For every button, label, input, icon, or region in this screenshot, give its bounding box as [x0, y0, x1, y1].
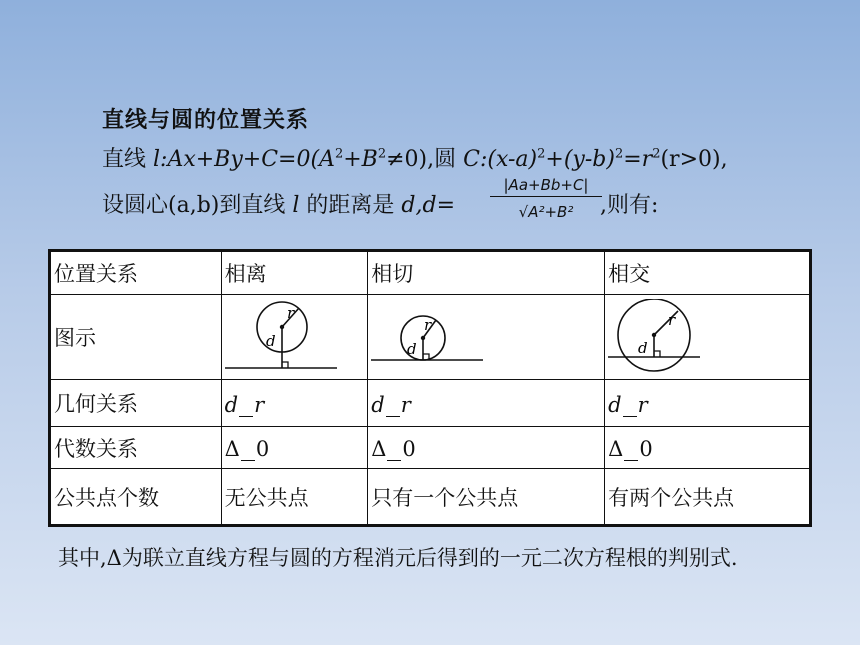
answer-blank[interactable] — [386, 390, 400, 417]
fraction-numerator: |Aa+Bb+C| — [490, 176, 602, 197]
figure-tangent-cell — [368, 295, 605, 380]
section-heading: 直线与圆的位置关系 — [102, 108, 310, 133]
row-label-algebra: 代数关系 — [50, 426, 222, 468]
footnote: 其中,Δ为联立直线方程与圆的方程消元后得到的一元二次方程根的判别式. — [58, 546, 738, 570]
geometry-separate: d r — [221, 380, 368, 427]
figure-separate — [225, 300, 337, 374]
row-label-figure: 图示 — [50, 295, 222, 380]
table-row — [50, 251, 811, 295]
table-row — [50, 380, 811, 427]
geometry-tangent: d r — [368, 380, 605, 427]
header-tangent: 相切 — [368, 251, 605, 295]
distance-fraction — [490, 176, 602, 221]
table-row — [50, 426, 811, 468]
table-row — [50, 469, 811, 526]
label-r: r — [424, 316, 432, 335]
label-r: r — [668, 311, 676, 330]
fraction-denominator: √A²+B² — [518, 203, 574, 221]
algebra-intersect: Δ 0 — [605, 426, 811, 468]
header-intersect: 相交 — [605, 251, 811, 295]
distance-suffix: ,则有: — [600, 193, 659, 218]
figure-tangent — [371, 310, 483, 364]
relation-table — [48, 249, 812, 527]
line-circle-equations: 直线 $l:Ax+By+C=0(A^2+B^2\ne 0)$,圆 $C:(x-a)^2+(y-b)^2=r^2(r>0)$, — [102, 146, 728, 172]
figure-intersect-cell — [605, 295, 811, 380]
answer-blank[interactable] — [624, 434, 638, 461]
header-position: 位置关系 — [50, 251, 222, 295]
answer-blank[interactable] — [387, 434, 401, 461]
answer-blank[interactable] — [241, 434, 255, 461]
geometry-intersect: d r — [605, 380, 811, 427]
row-label-common-points: 公共点个数 — [50, 469, 222, 526]
header-separate: 相离 — [221, 251, 368, 295]
points-intersect: 有两个公共点 — [605, 469, 811, 526]
points-tangent: 只有一个公共点 — [368, 469, 605, 526]
table-row — [50, 295, 811, 380]
algebra-tangent: Δ 0 — [368, 426, 605, 468]
label-d: d — [638, 339, 648, 358]
figure-intersect — [608, 299, 700, 375]
figure-separate-cell — [221, 295, 368, 380]
distance-statement: 设圆心(a,b)到直线 l 的距离是 d,d= — [102, 193, 455, 218]
row-label-geometry: 几何关系 — [50, 380, 222, 427]
label-r: r — [286, 304, 294, 323]
answer-blank[interactable] — [239, 390, 253, 417]
answer-blank[interactable] — [623, 390, 637, 417]
points-separate: 无公共点 — [221, 469, 368, 526]
label-d: d — [407, 340, 417, 359]
label-d: d — [265, 332, 276, 351]
algebra-separate: Δ 0 — [221, 426, 368, 468]
